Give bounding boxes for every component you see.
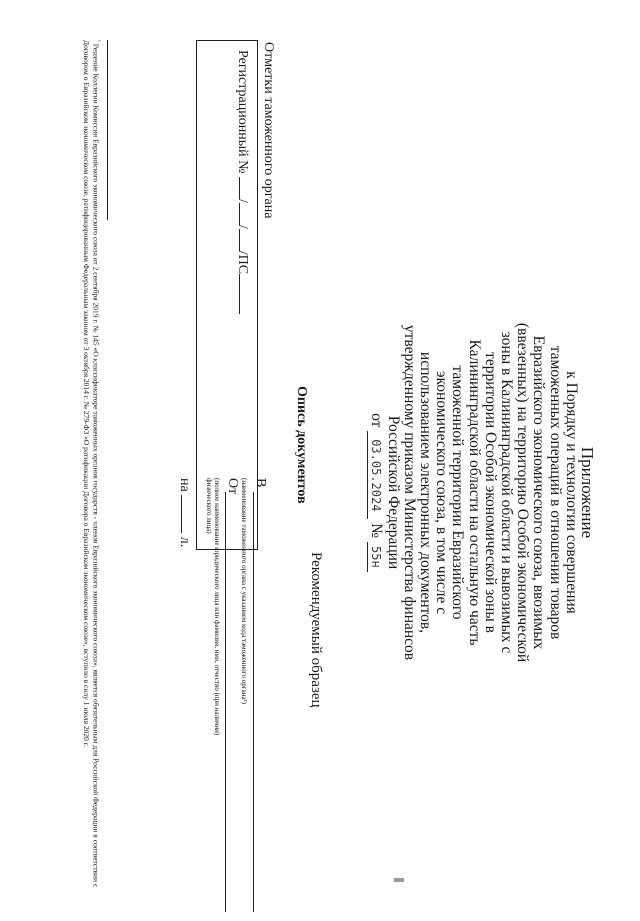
appendix-line: территории Особой экономической зоны в: [481, 352, 499, 633]
appendix-line: экономического союза, в том числе с: [433, 370, 451, 615]
appendix-title: Приложение: [578, 446, 597, 539]
sheets-suffix: л.: [177, 536, 192, 548]
order-number: 55н: [367, 542, 384, 572]
footnote-divider: [107, 40, 108, 220]
registration-suffix: /ПС: [235, 250, 250, 275]
appendix-line: (ввезенных) на территорию Особой экономической: [514, 322, 532, 663]
appendix-line: Калининградской области на остальную часть: [465, 339, 483, 646]
from-note-cont: физического лица): [205, 478, 213, 534]
from-label: От: [225, 478, 240, 495]
appendix-line: использованием электронных документов,: [416, 351, 434, 634]
registration-part-3[interactable]: [239, 229, 240, 251]
appendix-line: Евразийского экономического союза, ввозимых: [530, 335, 548, 650]
date-prefix: от: [368, 413, 386, 428]
registration-number-row: Регистрационный № ///ПС: [234, 50, 250, 314]
order-date: 03.05.2024: [367, 431, 384, 519]
from-field[interactable]: [225, 492, 226, 912]
recommended-sample-label: Рекомендуемый образец: [308, 552, 324, 708]
appendix-line: таможенных операций в отношении товаров: [546, 345, 564, 640]
sheets-prefix: на: [177, 478, 192, 492]
number-prefix: №: [368, 523, 386, 538]
footnote-text: Решение Коллегии Комиссии Евразийского экономического союза от 2 сентября 2019 г. № 145 «О классификаторе таможенных органов государств - членов Евразийского экономического союза», является обязательным для Российской Федерации в соответствии с Договором о Евразийском экономическом союзе, ратифицированным Федеральным законом от 3 октября 2014 г. № 279-ФЗ «О ратификации Договора о Евразийском экономическом союзе», вступило в силу 1 июля 2020 г.: [82, 40, 101, 888]
appendix-line: Российской Федерации: [384, 415, 402, 570]
registration-part-1[interactable]: [239, 177, 240, 199]
registration-tail[interactable]: [239, 274, 240, 314]
appendix-line: к Порядку и технологии совершения: [562, 371, 580, 614]
to-note: (наименование таможенного органа с указанием кода таможенного органа¹): [240, 478, 248, 704]
registration-part-2[interactable]: [239, 203, 240, 225]
appendix-line: зоны в Калининградской области и вывозимых с: [497, 331, 515, 654]
order-date-line: [367, 215, 384, 770]
to-label: В: [253, 478, 268, 488]
customs-marks-label: Отметки таможенного органа: [261, 42, 276, 219]
sheets-row: [176, 478, 192, 547]
appendix-header: [367, 215, 595, 770]
to-field[interactable]: [253, 492, 254, 912]
footnote-marker: ¹: [95, 40, 102, 42]
page-title: Опись документов: [294, 386, 309, 504]
from-note: (полное наименование юридического лица или фамилия, имя, отчество (при наличии): [213, 478, 221, 736]
scan-mark: [394, 878, 404, 882]
footnote: [83, 40, 104, 900]
appendix-line: утвержденному приказом Министерства финансов: [400, 324, 418, 661]
registration-label: Регистрационный №: [235, 50, 250, 174]
sheets-count-field[interactable]: [181, 495, 182, 533]
appendix-line: таможенной территории Евразийского: [449, 365, 467, 620]
